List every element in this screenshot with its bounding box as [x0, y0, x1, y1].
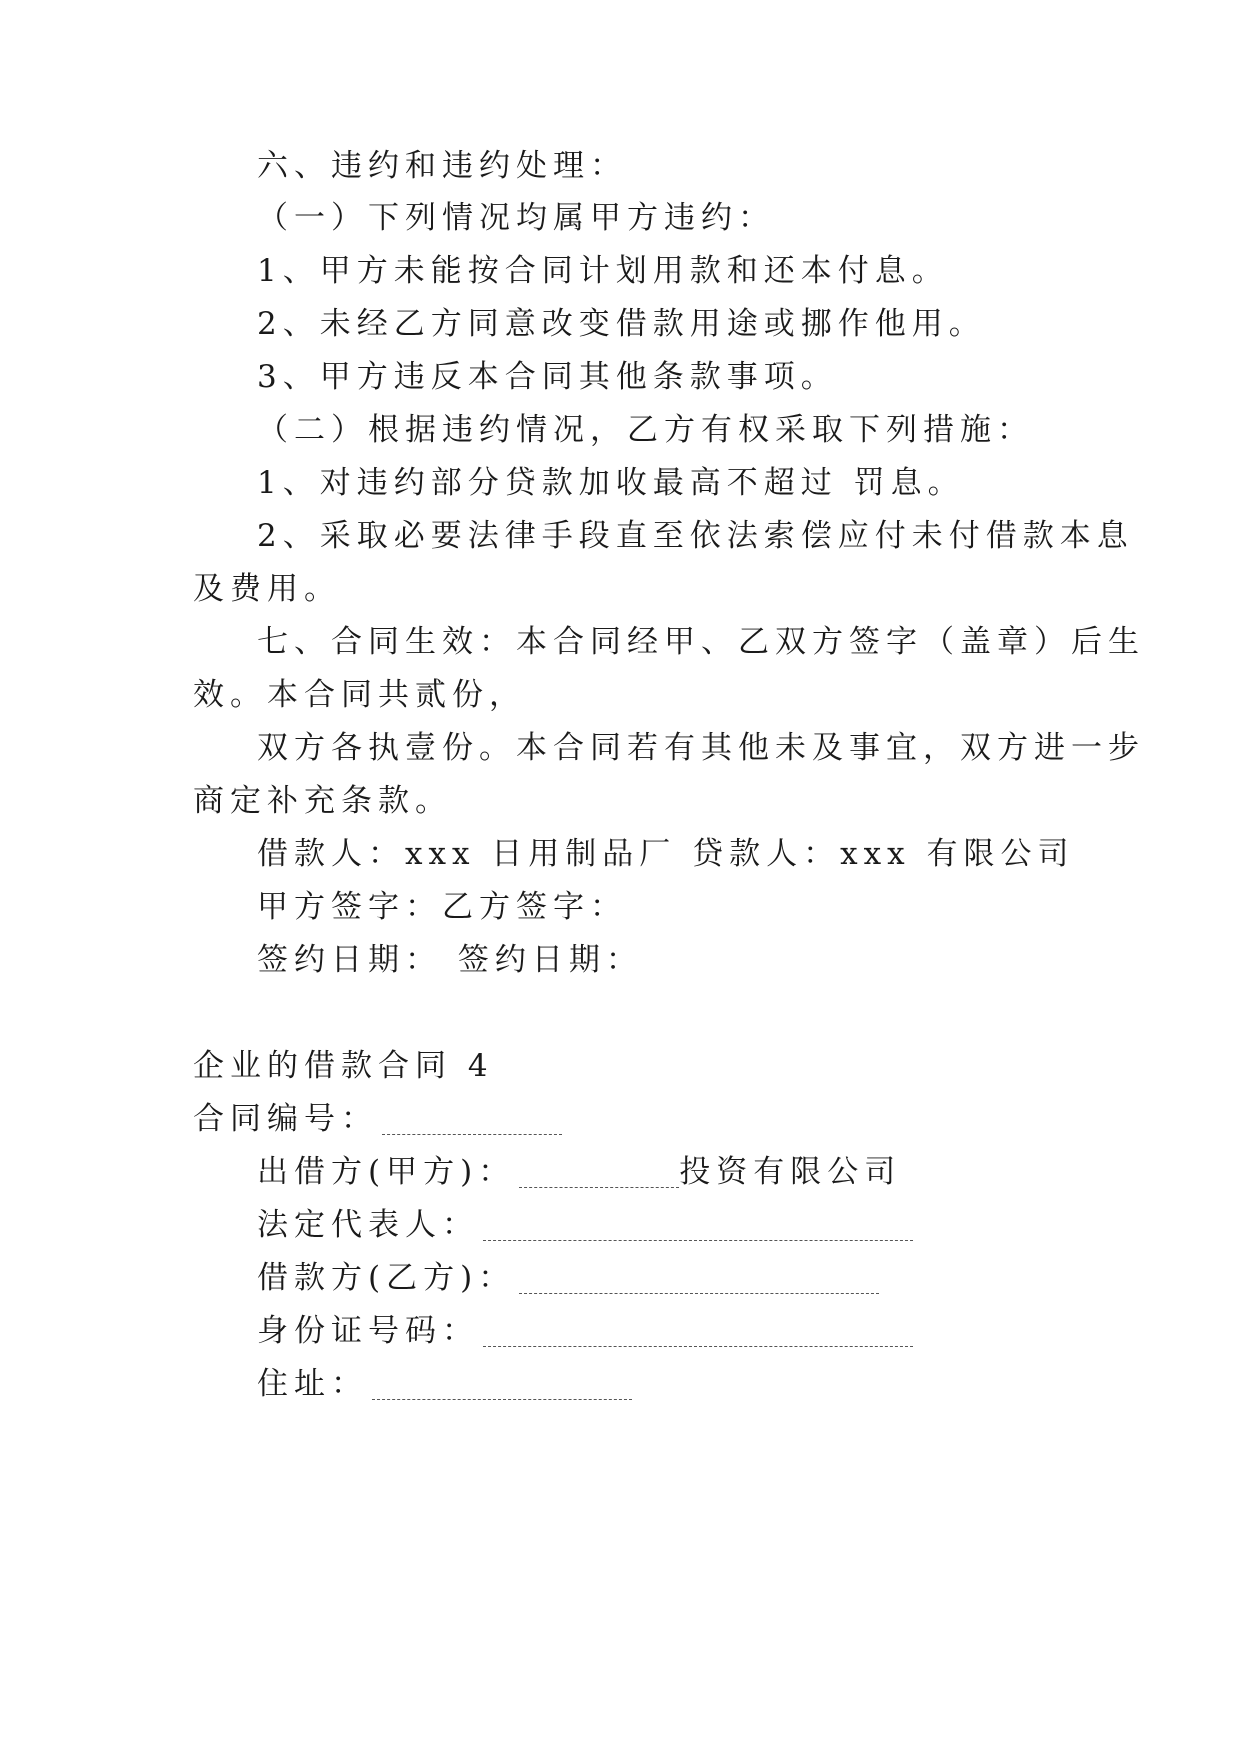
- lender-label: 出借方(甲方)：: [257, 1154, 516, 1190]
- section7-line1: 七、合同生效：本合同经甲、乙双方签字（盖章）后生: [257, 624, 1145, 660]
- section6-sub1-item-2: 2、未经乙方同意改变借款用途或挪作他用。: [257, 306, 986, 342]
- section7-line3: 双方各执壹份。本合同若有其他未及事宜，双方进一步: [257, 730, 1145, 766]
- section6-heading: 六、违约和违约处理：: [257, 148, 627, 184]
- id-number-label: 身份证号码：: [257, 1313, 479, 1349]
- section6-sub1-item-3: 3、甲方违反本合同其他条款事项。: [257, 359, 838, 395]
- section6-sub2-item-2-line2: 及费用。: [193, 571, 341, 607]
- lender-row: [257, 1152, 901, 1192]
- address-row: [257, 1364, 632, 1404]
- address-label: 住址：: [257, 1366, 368, 1402]
- section6-sub1-item-1: 1、甲方未能按合同计划用款和还本付息。: [257, 253, 949, 289]
- legal-rep-label: 法定代表人：: [257, 1207, 479, 1243]
- address-blank: [372, 1398, 632, 1400]
- section6-sub2-item-2-line1: 2、采取必要法律手段直至依法索偿应付未付借款本息: [257, 518, 1134, 554]
- lender-suffix: 投资有限公司: [679, 1154, 902, 1190]
- contract4-title: 企业的借款合同 4: [193, 1048, 494, 1084]
- section7-line2: 效。本合同共贰份，: [193, 677, 526, 713]
- signature-date: 签约日期： 签约日期：: [257, 942, 643, 978]
- section6-sub1-heading: （一）下列情况均属甲方违约：: [257, 200, 775, 236]
- section6-sub2-heading: （二）根据违约情况，乙方有权采取下列措施：: [257, 412, 1034, 448]
- contract-number-blank: [382, 1133, 562, 1135]
- contract-number-label: 合同编号：: [193, 1101, 378, 1137]
- id-number-blank: [483, 1345, 913, 1347]
- section6-sub2-item-1: 1、对违约部分贷款加收最高不超过 罚息。: [257, 465, 965, 501]
- borrower-row: [257, 1258, 879, 1298]
- legal-rep-row: [257, 1205, 913, 1245]
- borrower-blank: [519, 1292, 879, 1294]
- legal-rep-blank: [483, 1239, 913, 1241]
- contract-number-row: [193, 1099, 562, 1139]
- section7-line4: 商定补充条款。: [193, 783, 452, 819]
- signature-sign: 甲方签字：乙方签字：: [257, 889, 627, 925]
- borrower-label: 借款方(乙方)：: [257, 1260, 516, 1296]
- lender-blank: [519, 1186, 679, 1188]
- signature-parties: 借款人：xxx 日用制品厂 贷款人：xxx 有限公司: [257, 836, 1075, 872]
- id-number-row: [257, 1311, 913, 1351]
